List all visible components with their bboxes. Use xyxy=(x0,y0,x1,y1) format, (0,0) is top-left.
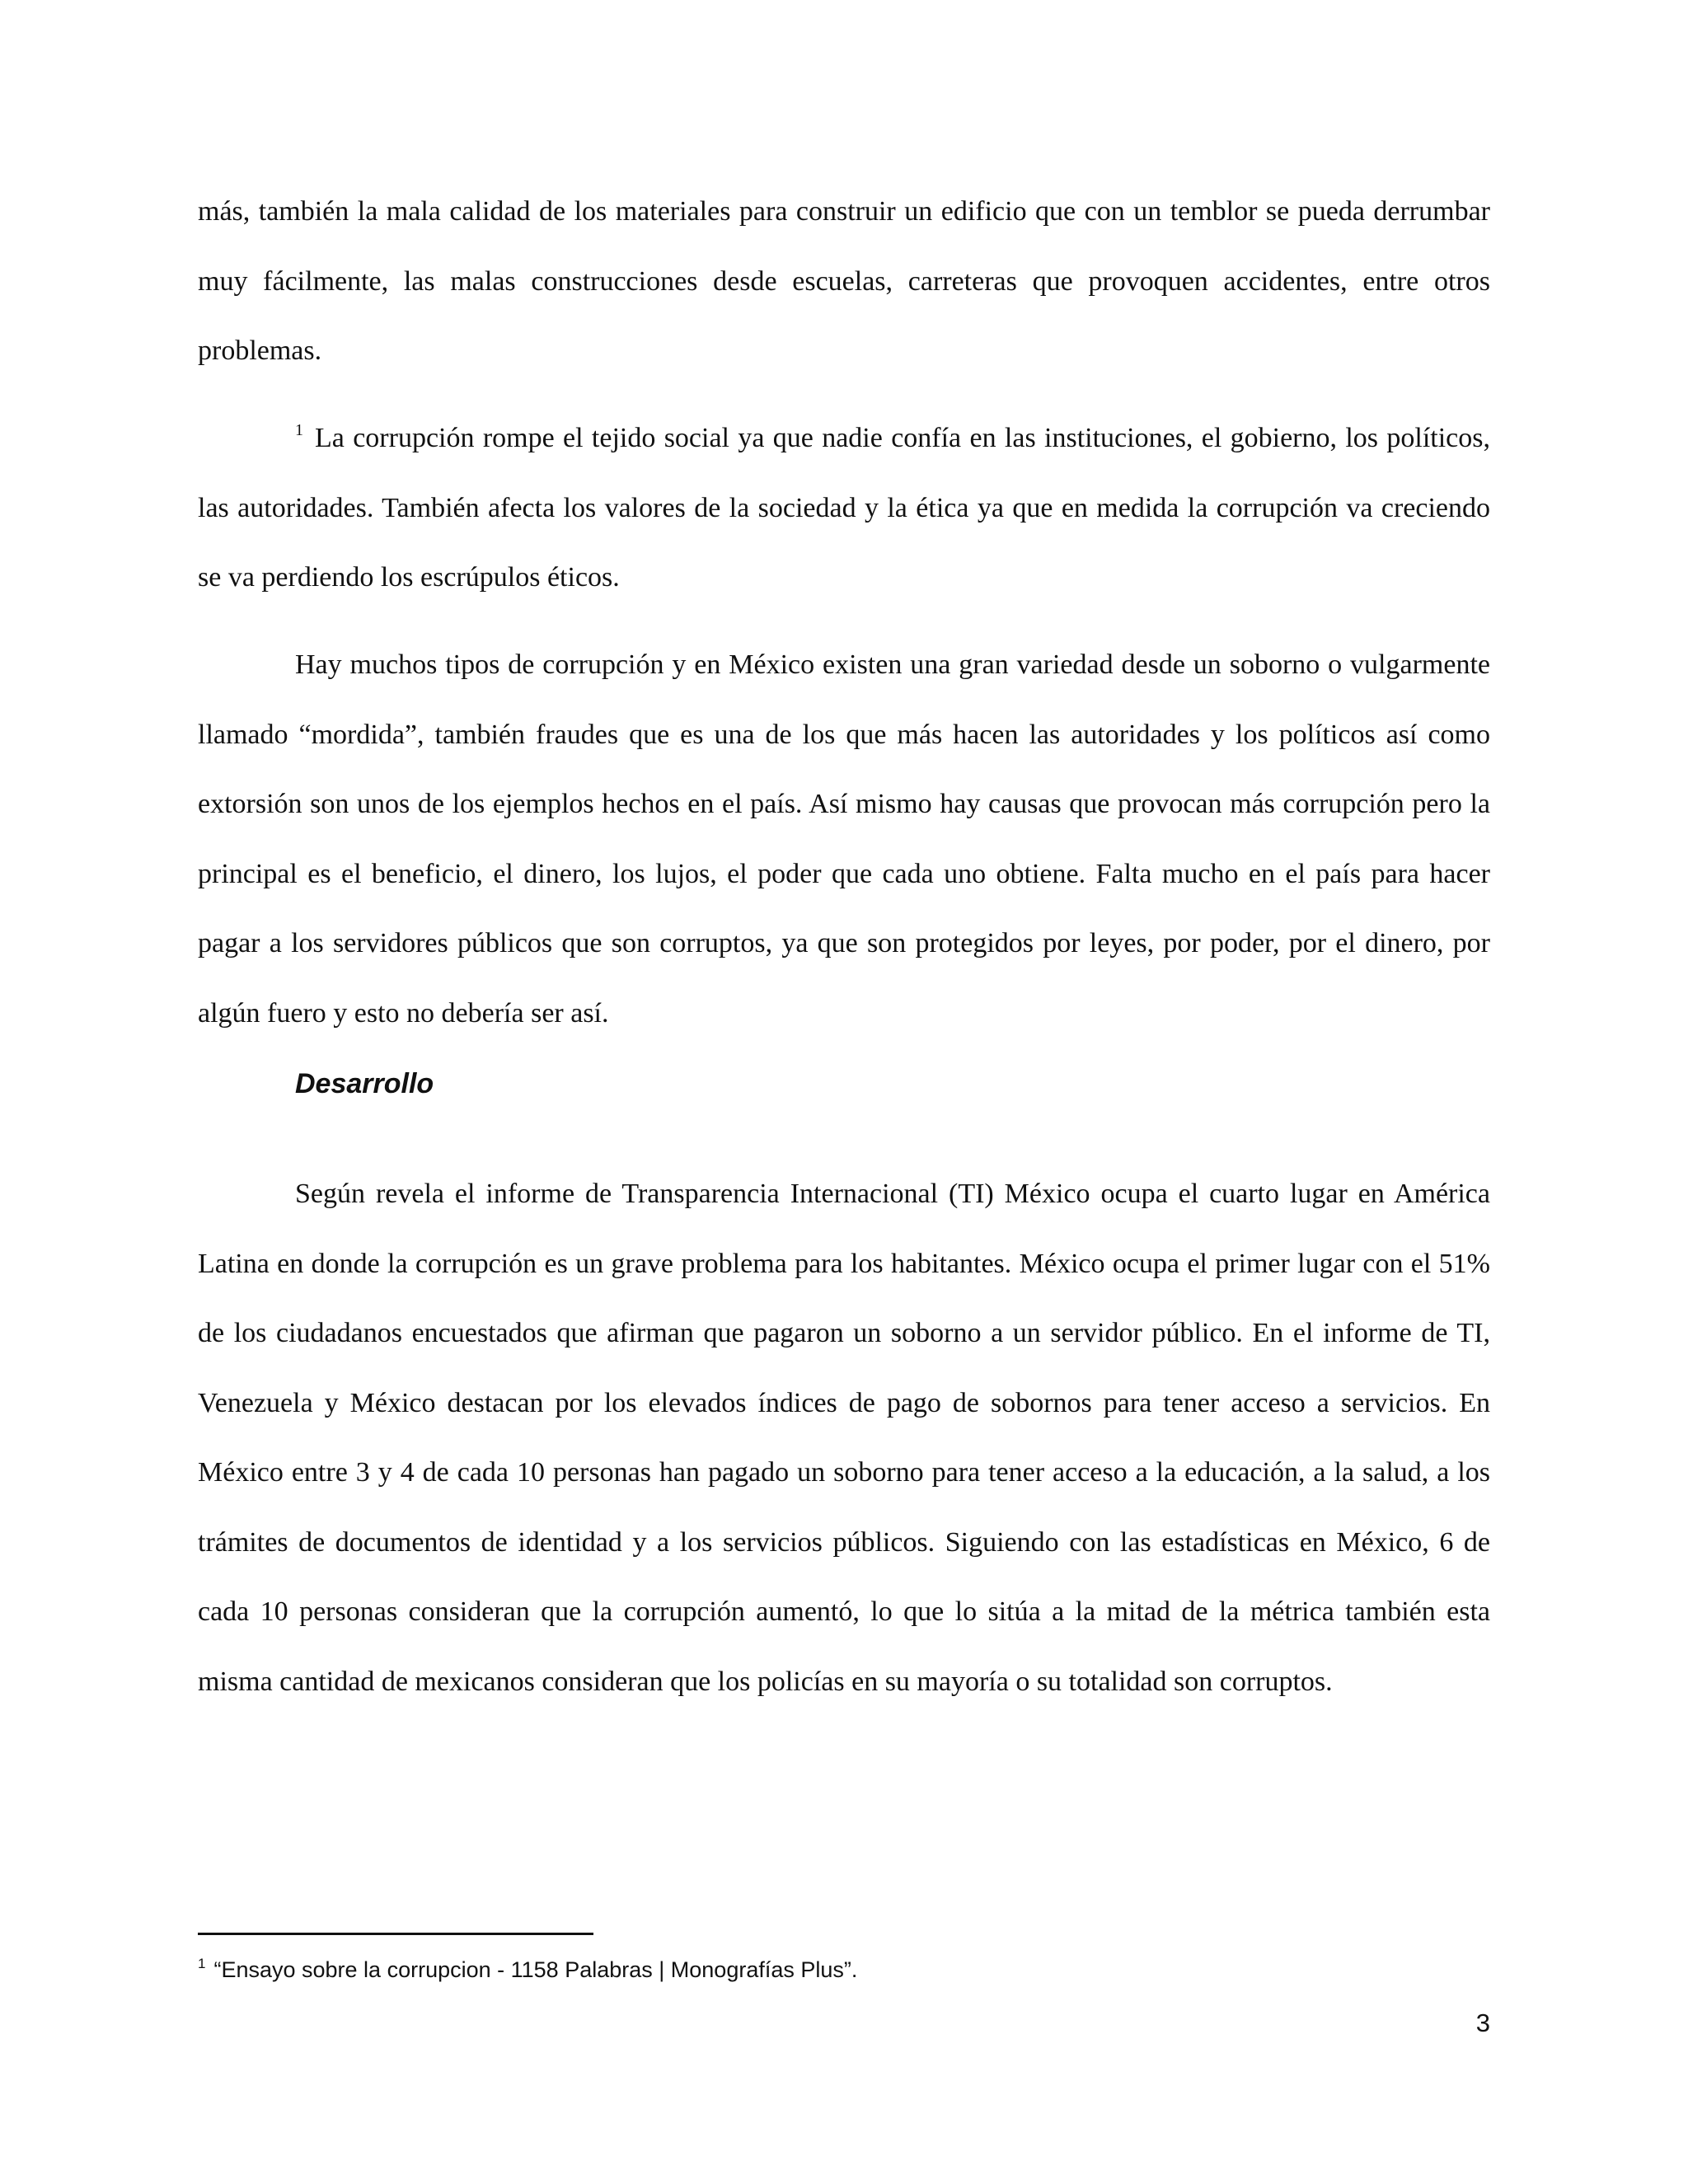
section-heading: Desarrollo xyxy=(295,1068,434,1099)
paragraph-4 xyxy=(198,1160,1490,1717)
paragraph-4-text: Según revela el informe de Transparencia Internacional (TI) México ocupa el cuarto lugar en América Latina en donde la corrupción es un grave problema para los habitantes. México ocupa el primer lugar con el 51% de los ciudadanos encuestados que afirman que pagaron un soborno a un servidor público. En el informe de TI, Venezuela y México destacan por los elevados índices de pago de sobornos para tener acceso a servicios. En México entre 3 y 4 de cada 10 personas han pagado un soborno para tener acceso a la educación, a la salud, a los trámites de documentos de identidad y a los servicios públicos. Siguiendo con las estadísticas en México, 6 de cada 10 personas consideran que la corrupción aumentó, lo que lo sitúa a la mitad de la métrica también esta misma cantidad de mexicanos consideran que los policías en su mayoría o su totalidad son corruptos. xyxy=(198,1179,1490,1697)
paragraph-2 xyxy=(198,404,1490,613)
paragraph-2-text: La corrupción rompe el tejido social ya que nadie confía en las instituciones, el gobierno, los políticos, las autoridades. También afecta los valores de la sociedad y la ética ya que en medida la corrupción va creciendo se va perdiendo los escrúpulos éticos. xyxy=(198,423,1490,593)
paragraph-1-text: más, también la mala calidad de los materiales para construir un edificio que con un temblor se pueda derrumbar muy fácilmente, las malas construcciones desde escuelas, carreteras que provoquen accidentes, entre otros problemas. xyxy=(198,196,1490,366)
paragraph-1 xyxy=(198,177,1490,387)
footnote-text: “Ensayo sobre la corrupcion - 1158 Palabras | Monografías Plus”. xyxy=(213,1957,858,1982)
footnote-reference[interactable]: 1 xyxy=(295,421,303,439)
footnote-number: 1 xyxy=(198,1956,206,1971)
footnote xyxy=(198,1952,857,1988)
page-number: 3 xyxy=(1475,2008,1490,2037)
footnote-separator xyxy=(198,1933,593,1935)
paragraph-3-text: Hay muchos tipos de corrupción y en México existen una gran variedad desde un soborno o vulgarmente llamado “mordida”, también fraudes que es una de los que más hacen las autoridades y los políticos así como extorsión son unos de los ejemplos hechos en el país. Así mismo hay causas que provocan más corrupción pero la principal es el beneficio, el dinero, los lujos, el poder que cada uno obtiene. Falta mucho en el país para hacer pagar a los servidores públicos que son corruptos, ya que son protegidos por leyes, por poder, por el dinero, por algún fuero y esto no debería ser así. xyxy=(198,649,1490,1029)
paragraph-3 xyxy=(198,630,1490,1048)
